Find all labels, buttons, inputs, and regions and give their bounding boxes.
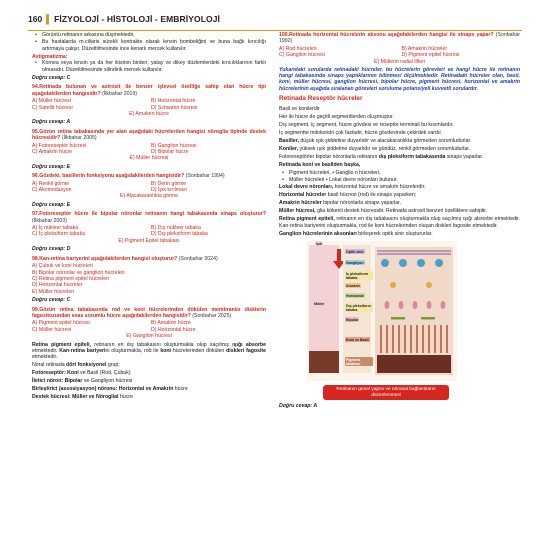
right-column	[279, 32, 520, 413]
option: A) İç nükleer tabaka	[32, 225, 79, 232]
label-amakrin: Amakrin	[346, 283, 361, 288]
astigmatism-title: Astigmatizma:	[32, 53, 68, 60]
question-text: 98.Kan-retina bariyerini aşağıdakilerden hangisi oluşturur?	[32, 255, 178, 262]
desc: düşük ışık şiddetine duyarlıdır ve alacakaranlıkta görmeden sorumludurlar.	[298, 137, 472, 144]
question-97	[32, 211, 266, 224]
option: C) Retina pigment epitel hücreleri	[32, 275, 109, 282]
page-header	[28, 14, 518, 30]
neural-retina-line	[32, 362, 266, 368]
header-sep-2: -	[154, 14, 158, 24]
option-e: E) Müllerin radial lifleri	[373, 58, 426, 65]
term: Ganglion hücrelerinin aksonları	[279, 230, 357, 237]
left-column	[32, 32, 266, 402]
desc: horizontal hücre ve amakrin hücrelerdir.	[333, 184, 426, 191]
rpe-paragraph	[32, 342, 266, 361]
question-94	[32, 84, 266, 97]
intro-bullet-text: Bu hastalarda m.ciliaris sürekli kontrakte olarak lensin bombeliğini ve buna bağlı kırıcılığı artırmaya çalışır. Düzeltilmesinde ince kenarlı mercek kullanılır.	[42, 39, 266, 52]
nr-bold: Horizontal ve Amakrin	[118, 386, 174, 393]
nr-tail: grup;	[106, 362, 120, 369]
option: A) Çubuk ve koni hücreleri	[32, 263, 93, 270]
header-title-b: HİSTOLOJİ	[106, 14, 153, 24]
desc: birleşerek optik sinir oluştururlar.	[356, 230, 433, 237]
option: D) Dış pleksiform tabaka	[151, 231, 208, 238]
term: Retina pigment epiteli,	[279, 216, 335, 223]
figure-caption: Retinanın genel yapısı ve nöronal bağlantıların düzenlenmesi	[323, 385, 449, 400]
label-koni-basil: Koni ve Basil	[346, 337, 369, 342]
option: A) Müller hücresi	[32, 98, 71, 105]
option: A) Pigment epitel hücresi	[32, 320, 90, 327]
retina-pigment-paragraph	[279, 216, 520, 229]
desc: basil hücresi (rod) ile sinaps yaparken;	[326, 192, 417, 199]
neural-retina-line	[32, 378, 266, 384]
text-line: Basil ve konilerdir	[279, 105, 320, 112]
section-title: Retinada Reseptör hücreler	[279, 95, 363, 103]
header-bar-icon: ▌	[46, 14, 53, 24]
option: C) Amakrin hücre	[32, 149, 73, 155]
nr-bold: Müller ve Nöroglial	[72, 394, 119, 401]
option: B) Ganglion hücresi	[151, 142, 197, 149]
option: D) Horizontal hücreler	[32, 282, 83, 289]
rpe-text: ni oluşturmakla, rod ile	[105, 347, 161, 354]
question-100	[279, 32, 520, 45]
nr-bold: Bipolar	[64, 378, 83, 385]
option: A) Rod hücreleri	[279, 45, 317, 52]
option: D) Işık kırılması	[151, 187, 188, 194]
option-e: E) Müller hücresi	[129, 155, 169, 162]
label-muller: Müller	[314, 301, 325, 306]
retina-figure	[307, 241, 457, 381]
question-source: (Sonbahar 2024)	[178, 255, 218, 262]
option: B) Amakrin hücreler	[401, 45, 448, 52]
question-source: (İlkbahar 2005)	[61, 135, 97, 142]
option: D) Pigment epitel hücresi	[401, 52, 460, 59]
fotoreseptor-paragraph	[279, 154, 520, 160]
rpe-text: etmektedir.	[32, 347, 60, 354]
question-source: (Sonbahar 2025)	[192, 312, 232, 319]
question-text: 100.Retinada horizontal hücrelerin aksonu aşağıdakilerden hangisi ile sinaps yapar?	[279, 32, 494, 38]
neural-retina-line	[32, 386, 266, 392]
text-line: Her iki hücre de geçitli segmentlerden oluşmuştur.	[279, 113, 394, 120]
option: C) Akomodasyon	[32, 187, 72, 194]
question-source: (Sonbahar 1994)	[185, 173, 225, 180]
nr-bold: Koni	[67, 370, 79, 377]
nr-lead: İletici nöron:	[32, 378, 65, 385]
rpe-text: hücrelerinden dökülen	[171, 347, 227, 354]
term: Koniler,	[279, 145, 299, 152]
answer-96: Doğru cevap: E	[32, 201, 71, 208]
option: C) İç pleksiform tabaka	[32, 231, 86, 238]
option: D) Bipolar hücre	[151, 149, 189, 155]
ganglion-paragraph	[279, 231, 520, 237]
options-94	[32, 98, 266, 111]
option: C) Satellit hücresi	[32, 104, 73, 111]
label-dis-pleks: Dış pleksiform tabaka	[345, 303, 373, 312]
term: dış pleksiform tabakasında	[378, 153, 446, 160]
term: Basiller,	[279, 137, 299, 144]
nr-lead: Destek hücresi:	[32, 394, 73, 401]
option-e: E) Ganglion hücresi	[126, 333, 172, 340]
rpe-term: Kan-retina bariyeri	[59, 347, 106, 354]
nr-lead: Nöral retinada	[32, 362, 65, 369]
option: B) Bipolar nöronlar ve ganglion hücreleri	[32, 269, 125, 276]
question-source: (Sonbahar 1992)	[279, 32, 520, 45]
lokal-paragraph	[279, 184, 520, 190]
answer-97: Doğru cevap: D	[32, 246, 71, 253]
option: C) Ganglion hücresi	[279, 52, 325, 59]
question-99	[32, 307, 266, 320]
nr-bold: dört fonksiyonel	[66, 362, 107, 369]
question-98	[32, 256, 266, 262]
text-line: Dış segment, iç segment, hücre gövdesi ve reseptör terminali bu kısımlardır.	[279, 121, 454, 128]
answer-95: Doğru cevap: E	[32, 163, 71, 170]
label-pigment: Pigment tabakası	[345, 357, 373, 366]
rpe-text: retinanın en dış tabakasını oluşturmakla olup saçılmış	[91, 341, 233, 348]
term: Horizontal hücreler	[279, 192, 327, 199]
options-97	[32, 225, 266, 238]
options-100	[279, 46, 520, 59]
label-ic-pleks: İç pleksiform tabaka	[345, 271, 373, 280]
question-text: 97.Fotoreseptör hücre ile bipolar nöronlar retinanın hangi tabakasında sinaps oluşturur?	[32, 211, 266, 218]
nr-lead: Birleştirici (assosiyasyon) nöronu:	[32, 386, 119, 393]
option-e: E) Amakrin hücre	[129, 110, 169, 117]
options-98	[32, 263, 266, 295]
option: C) Müller hücresi	[32, 326, 72, 333]
neural-retina-line	[32, 394, 266, 400]
option: B) Dış nükleer tabaka	[151, 225, 201, 232]
nr-tail: hücre	[173, 386, 188, 393]
muller-paragraph	[279, 208, 520, 214]
explanation-paragraph: Yukarıdaki sorularda retinadaki hücreler, bu hücrelerin görevleri ve hangi hücre ile retinanın hangi tabakasında sinaps yaptıklarının bilinmesi ölçülmektedir. Retinadaki hücreler olan, basil, koni, müller hücresi, ganglion hücresi, bipolar hücre, pigment hücresi, horizontal ve amakrin hücrelerinin aşağıda sıralanan görevleri soruluma potansiyeli kuvvetli sorulardır.	[279, 66, 520, 92]
options-96	[32, 181, 266, 194]
horizontal-paragraph	[279, 192, 520, 198]
question-text: 99.Gözün retina tabakasında rod ve koni hücrelerinden dökülen membranöz disklerin fagositozundan esas sorumlu hücre aşağıdakilerden hangisidir?	[32, 306, 266, 319]
koni-basil-title: Retinada koni ve basilden başka,	[279, 161, 361, 168]
header-divider	[28, 30, 522, 31]
header-sep-1: -	[101, 14, 105, 24]
koniler-paragraph	[279, 146, 520, 152]
option: A) Fotoreseptör hücresi	[32, 142, 87, 149]
question-source: (İlkbahar 2019)	[102, 90, 137, 97]
option: D) Horizontal hücre	[151, 326, 196, 333]
question-text: 96.Gözdeki, basillerin fonksiyonu aşağıdakilerden hangisidir?	[32, 173, 185, 180]
label-optik: Optik sinir	[346, 249, 364, 254]
basiller-paragraph	[279, 138, 520, 144]
question-95	[32, 129, 266, 142]
intro-bullet: • Görüntü retinanın arkasına düşmektedir.	[32, 32, 266, 38]
term: Müller hücresi,	[279, 208, 316, 215]
option: A) Renkli görme	[32, 180, 70, 187]
label-gangliyon: Gangliyon	[346, 260, 364, 265]
option-e: E) Alacakaranlıkta görme	[120, 193, 178, 200]
answer-98: Doğru cevap: C	[32, 297, 71, 304]
desc: yüksek ışık şiddetine duyarlıdır ve gündüz, renkli görmeden sorumludurlar.	[298, 145, 471, 152]
page-number: 160	[28, 14, 43, 24]
desc: glia kökenli destek hücresidir. Retinada astrosit benzeri özelliklere sahiptir.	[315, 208, 488, 215]
question-text: 94.Retinada bulunan ve astrosit ile benzer işlevsel özelliğe sahip olan hücre tipi aşağıdakilerden hangisidir?	[32, 84, 266, 97]
cell-bullet: • Müller hücreleri • Lokal devre nöronları bulunur.	[279, 177, 520, 183]
term: Lokal devre nöronları,	[279, 184, 334, 191]
question-96	[32, 173, 266, 179]
nr-lead: Fotoreseptör:	[32, 370, 68, 377]
term: Amakrin hücreler	[279, 200, 322, 207]
label-bipolar: Bipolar	[346, 317, 359, 322]
nr-tail: ve Basil (Rod, Çubuk)	[78, 370, 131, 377]
question-text: 95.Gözün retina tabakasında yer alan aşağıdaki hücrelerden hangisi nöroglia tipinde destek hücresidir?	[32, 128, 266, 142]
astigmatism-bullet: • Kornea veya lensin ya da her ikisinin birden, yatay ve dikey düzlemlerdeki kırıcılıklarının farklı olmasıdır. Düzeltilmesinde silindirik mercek kullanılır.	[32, 60, 266, 73]
header-title	[44, 14, 220, 24]
nr-tail: hücre	[118, 394, 133, 401]
neural-retina-line	[32, 370, 266, 376]
desc: bipolar nöronlarla sinaps yaparlar.	[321, 200, 401, 207]
answer-94: Doğru cevap: A	[32, 119, 71, 126]
question-source: (İlkbahar 2003)	[32, 217, 67, 224]
label-isik: Işık	[316, 241, 322, 246]
nr-tail: ve Gangliyon hücresi	[82, 378, 133, 385]
answer-93: Doğru cevap: C	[32, 74, 71, 81]
option: B) Derin görme	[151, 180, 187, 187]
desc: retinanın en dış tabakasını oluşturmakla olup saçılmış ışığı absorbe etmektedir. Kan-retina bariyerini oluşturmakla, rod ile koni hücrelerinden oluşan diskleri fagosite etmektedir.	[279, 216, 520, 229]
desc: sinaps yaparlar.	[445, 153, 484, 160]
option: B) Amakrin hücre	[151, 320, 191, 327]
option: E) Müller hücreleri	[32, 288, 75, 295]
rpe-text: etmektedir.	[32, 354, 58, 361]
text-line: İç segmentte mitokondri çok fazladır, hücre gövdesinde çekirdek vardır.	[279, 129, 443, 136]
rpe-term: ışığı absorbe	[232, 341, 267, 348]
retina-diagram	[307, 241, 457, 381]
intro-bullet	[32, 39, 266, 52]
rpe-term: diskleri fagosite	[226, 347, 266, 354]
options-95	[32, 143, 266, 156]
pigment-layer	[377, 355, 451, 373]
desc: Fotoreseptörler bipolar nöronlarla retinanın	[279, 153, 379, 160]
cell-bullet: • Pigment hücreleri, • Ganglio n hücreleri,	[279, 170, 520, 176]
pigment-layer-swatch	[309, 351, 339, 373]
amakrin-paragraph	[279, 200, 520, 206]
header-title-a: FİZYOLOJİ	[54, 14, 99, 24]
options-99	[32, 320, 266, 333]
answer-100: Doğru cevap: A	[279, 403, 318, 410]
option: D) Schwann hücresi	[151, 104, 198, 111]
rpe-term: koni	[160, 347, 171, 354]
rpe-term: Retina pigment epiteli,	[32, 341, 91, 348]
label-horizontal: Horizontal	[346, 293, 364, 298]
header-title-c: EMBRİYOLOJİ	[160, 14, 220, 24]
option-e: E) Pigment Epitel tabakası	[118, 237, 180, 244]
option: B) Horizontal hücre	[151, 98, 196, 105]
